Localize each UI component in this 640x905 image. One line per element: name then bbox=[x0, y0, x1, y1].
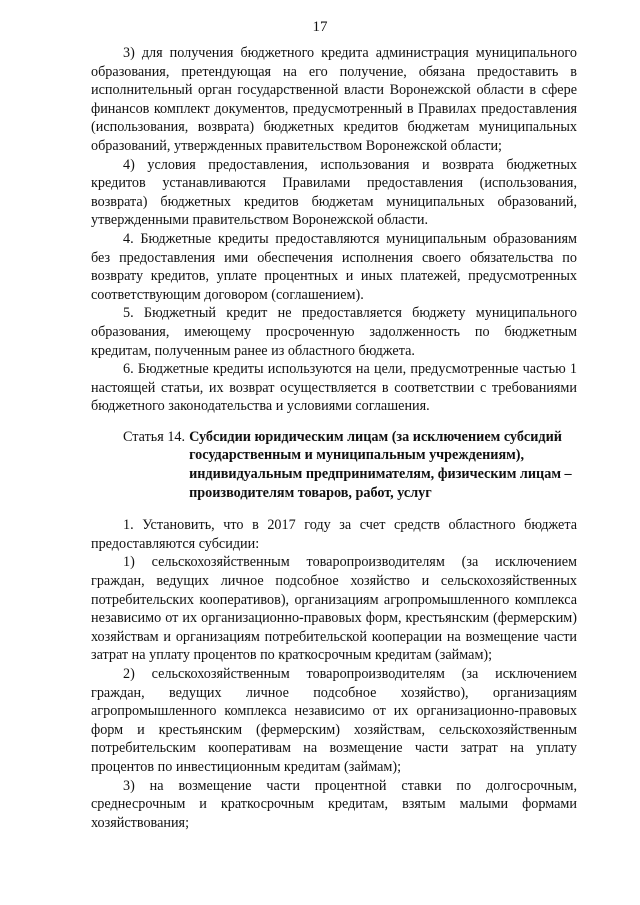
article-label: Статья 14. bbox=[123, 428, 186, 445]
paragraph-part-5: 5. Бюджетный кредит не предоставляется бюджету муниципального образования, имеющему просроченную задолженность по бюджетным кредитам, полученным ранее из областного бюджета. bbox=[91, 305, 577, 359]
paragraph-item-3: 3) для получения бюджетного кредита администрация муниципального образования, претендующая на его получение, обязана предоставить в исполнительный орган государственной власти Воронежской области в сфере финансов комплект документов, предусмотренный в Правилах предоставления (использования, возврата) бюджетных кредитов бюджетам муниципальных образований, утвержденных правительством Воронежской области; bbox=[91, 45, 577, 154]
page-number: 17 bbox=[312, 19, 328, 35]
article-title: Субсидии юридическим лицам (за исключением субсидий государственным и муниципальным учреждениям), индивидуальным предпринимателям, физическим лицам – производителям товаров, работ, услуг bbox=[189, 428, 572, 501]
paragraph-part-6: 6. Бюджетные кредиты используются на цели, предусмотренные частью 1 настоящей статьи, их возврат осуществляется в соответствии с требованиями бюджетного законодательства и условиями соглашения. bbox=[91, 361, 577, 415]
article-heading bbox=[91, 428, 577, 502]
document-body bbox=[91, 44, 577, 832]
paragraph-subitem-3: 3) на возмещение части процентной ставки по долгосрочным, среднесрочным и краткосрочным кредитам, взятым малыми формами хозяйствования; bbox=[91, 777, 577, 831]
paragraph-subitem-1: 1) сельскохозяйственным товаропроизводителям (за исключением граждан, ведущих личное подсобное хозяйство и сельскохозяйственных потребительских кооперативов), организациям агропромышленного комплекса независимо от их организационно-правовых форм, крестьянским (фермерским) хозяйствам и организациям потребительской кооперации на возмещение части затрат на уплату процентов по краткосрочным кредитам (займам); bbox=[91, 554, 577, 664]
paragraph-part-4: 4. Бюджетные кредиты предоставляются муниципальным образованиям без предоставления ими обеспечения исполнения своего обязательства по возврату кредитов, уплате процентных и иных платежей, предусмотренных соответствующим договором (соглашением). bbox=[91, 230, 577, 303]
paragraph-subitem-2: 2) сельскохозяйственным товаропроизводителям (за исключением граждан, ведущих личное подсобное хозяйство), организациям агропромышленного комплекса независимо от их организационно-правовых форм и крестьянским (фермерским) хозяйствам, сельскохозяйственным потребительским кооперативам на возмещение части затрат на уплату процентов по инвестиционным кредитам (займам); bbox=[91, 666, 577, 775]
paragraph-item-4: 4) условия предоставления, использования и возврата бюджетных кредитов устанавливаются Правилами предоставления (использования, возврата) бюджетных кредитов бюджетам муниципальных образований, утвержденными правительством Воронежской области. bbox=[91, 156, 577, 229]
paragraph-part-1: 1. Установить, что в 2017 году за счет средств областного бюджета предоставляются субсидии: bbox=[91, 517, 577, 552]
